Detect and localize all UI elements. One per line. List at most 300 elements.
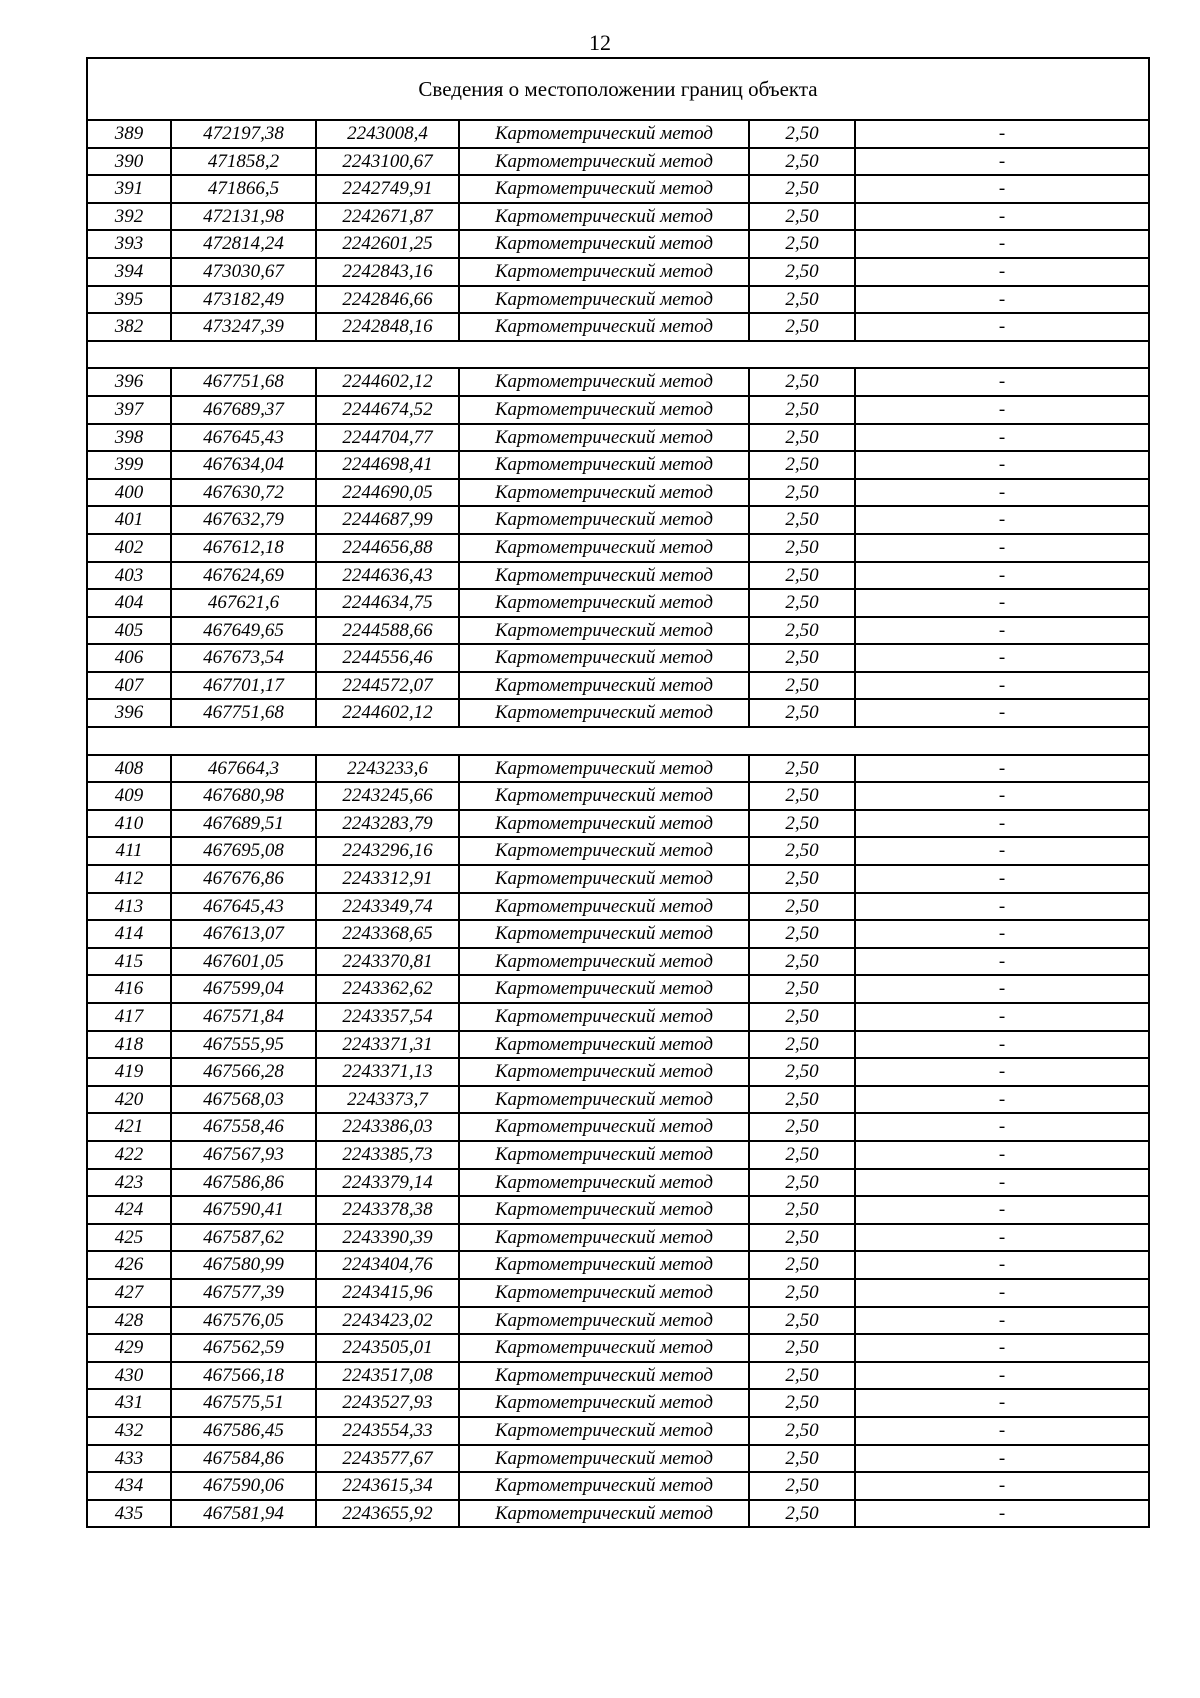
point-number-cell: 403 [87,562,171,590]
y-coordinate-cell: 2243655,92 [316,1500,459,1528]
accuracy-cell: 2,50 [749,424,855,452]
description-cell: - [855,1417,1149,1445]
point-number-cell: 433 [87,1445,171,1473]
table-body [87,58,1149,1527]
point-number-cell: 413 [87,893,171,921]
table-title: Сведения о местоположении границ объекта [87,58,1149,120]
y-coordinate-cell: 2243378,38 [316,1196,459,1224]
point-number-cell: 402 [87,534,171,562]
accuracy-cell: 2,50 [749,1251,855,1279]
table-row [87,506,1149,534]
point-number-cell: 395 [87,286,171,314]
separator-cell [87,341,1149,369]
method-cell: Картометрический метод [459,1003,749,1031]
accuracy-cell: 2,50 [749,644,855,672]
point-number-cell: 409 [87,782,171,810]
method-cell: Картометрический метод [459,175,749,203]
x-coordinate-cell: 467689,37 [171,396,316,424]
table-row [87,1445,1149,1473]
accuracy-cell: 2,50 [749,699,855,727]
y-coordinate-cell: 2243554,33 [316,1417,459,1445]
point-number-cell: 423 [87,1169,171,1197]
method-cell: Картометрический метод [459,699,749,727]
description-cell: - [855,451,1149,479]
table-row [87,534,1149,562]
point-number-cell: 416 [87,975,171,1003]
accuracy-cell: 2,50 [749,1196,855,1224]
table-row [87,230,1149,258]
method-cell: Картометрический метод [459,1307,749,1335]
method-cell: Картометрический метод [459,1279,749,1307]
method-cell: Картометрический метод [459,1417,749,1445]
point-number-cell: 396 [87,699,171,727]
x-coordinate-cell: 467632,79 [171,506,316,534]
description-cell: - [855,1472,1149,1500]
table-row [87,148,1149,176]
table-row [87,782,1149,810]
table-row [87,1417,1149,1445]
point-number-cell: 390 [87,148,171,176]
accuracy-cell: 2,50 [749,479,855,507]
x-coordinate-cell: 467751,68 [171,368,316,396]
point-number-cell: 393 [87,230,171,258]
point-number-cell: 432 [87,1417,171,1445]
table-row [87,1003,1149,1031]
description-cell: - [855,230,1149,258]
table-row [87,1224,1149,1252]
accuracy-cell: 2,50 [749,755,855,783]
description-cell: - [855,534,1149,562]
description-cell: - [855,1389,1149,1417]
y-coordinate-cell: 2243371,31 [316,1031,459,1059]
table-row [87,893,1149,921]
description-cell: - [855,920,1149,948]
point-number-cell: 420 [87,1086,171,1114]
x-coordinate-cell: 467645,43 [171,893,316,921]
x-coordinate-cell: 467590,06 [171,1472,316,1500]
description-cell: - [855,1445,1149,1473]
description-cell: - [855,258,1149,286]
x-coordinate-cell: 467621,6 [171,589,316,617]
description-cell: - [855,782,1149,810]
accuracy-cell: 2,50 [749,1500,855,1528]
description-cell: - [855,865,1149,893]
point-number-cell: 401 [87,506,171,534]
point-number-cell: 415 [87,948,171,976]
x-coordinate-cell: 467571,84 [171,1003,316,1031]
y-coordinate-cell: 2243390,39 [316,1224,459,1252]
method-cell: Картометрический метод [459,755,749,783]
x-coordinate-cell: 467576,05 [171,1307,316,1335]
description-cell: - [855,810,1149,838]
x-coordinate-cell: 467567,93 [171,1141,316,1169]
method-cell: Картометрический метод [459,865,749,893]
method-cell: Картометрический метод [459,396,749,424]
description-cell: - [855,562,1149,590]
x-coordinate-cell: 472131,98 [171,203,316,231]
y-coordinate-cell: 2243371,13 [316,1058,459,1086]
accuracy-cell: 2,50 [749,1307,855,1335]
accuracy-cell: 2,50 [749,451,855,479]
method-cell: Картометрический метод [459,424,749,452]
y-coordinate-cell: 2243379,14 [316,1169,459,1197]
accuracy-cell: 2,50 [749,286,855,314]
description-cell: - [855,617,1149,645]
table-row [87,1362,1149,1390]
table-row [87,1279,1149,1307]
description-cell: - [855,699,1149,727]
description-cell: - [855,893,1149,921]
x-coordinate-cell: 467695,08 [171,837,316,865]
y-coordinate-cell: 2244690,05 [316,479,459,507]
page-number: 12 [589,30,611,55]
method-cell: Картометрический метод [459,258,749,286]
description-cell: - [855,396,1149,424]
x-coordinate-cell: 467624,69 [171,562,316,590]
accuracy-cell: 2,50 [749,175,855,203]
method-cell: Картометрический метод [459,1389,749,1417]
point-number-cell: 408 [87,755,171,783]
point-number-cell: 424 [87,1196,171,1224]
y-coordinate-cell: 2243233,6 [316,755,459,783]
y-coordinate-cell: 2243385,73 [316,1141,459,1169]
x-coordinate-cell: 473182,49 [171,286,316,314]
x-coordinate-cell: 471858,2 [171,148,316,176]
point-number-cell: 399 [87,451,171,479]
accuracy-cell: 2,50 [749,1389,855,1417]
accuracy-cell: 2,50 [749,1472,855,1500]
point-number-cell: 417 [87,1003,171,1031]
y-coordinate-cell: 2244656,88 [316,534,459,562]
table-row [87,286,1149,314]
method-cell: Картометрический метод [459,837,749,865]
accuracy-cell: 2,50 [749,893,855,921]
method-cell: Картометрический метод [459,1334,749,1362]
y-coordinate-cell: 2243527,93 [316,1389,459,1417]
method-cell: Картометрический метод [459,893,749,921]
table-row [87,617,1149,645]
description-cell: - [855,644,1149,672]
x-coordinate-cell: 467601,05 [171,948,316,976]
description-cell: - [855,203,1149,231]
boundary-coordinates-table [86,57,1150,1528]
x-coordinate-cell: 467680,98 [171,782,316,810]
accuracy-cell: 2,50 [749,120,855,148]
method-cell: Картометрический метод [459,644,749,672]
y-coordinate-cell: 2243404,76 [316,1251,459,1279]
table-row [87,368,1149,396]
accuracy-cell: 2,50 [749,1224,855,1252]
description-cell: - [855,1003,1149,1031]
description-cell: - [855,1113,1149,1141]
description-cell: - [855,479,1149,507]
x-coordinate-cell: 467562,59 [171,1334,316,1362]
accuracy-cell: 2,50 [749,203,855,231]
table-row [87,1113,1149,1141]
x-coordinate-cell: 467575,51 [171,1389,316,1417]
table-row [87,1031,1149,1059]
description-cell: - [855,368,1149,396]
description-cell: - [855,1279,1149,1307]
point-number-cell: 407 [87,672,171,700]
table-row [87,1472,1149,1500]
accuracy-cell: 2,50 [749,368,855,396]
accuracy-cell: 2,50 [749,1362,855,1390]
description-cell: - [855,755,1149,783]
table-row [87,644,1149,672]
method-cell: Картометрический метод [459,948,749,976]
method-cell: Картометрический метод [459,534,749,562]
x-coordinate-cell: 467580,99 [171,1251,316,1279]
table-row [87,810,1149,838]
description-cell: - [855,1196,1149,1224]
x-coordinate-cell: 467751,68 [171,699,316,727]
method-cell: Картометрический метод [459,920,749,948]
method-cell: Картометрический метод [459,562,749,590]
point-number-cell: 418 [87,1031,171,1059]
y-coordinate-cell: 2244602,12 [316,699,459,727]
point-number-cell: 419 [87,1058,171,1086]
accuracy-cell: 2,50 [749,534,855,562]
point-number-cell: 397 [87,396,171,424]
description-cell: - [855,1307,1149,1335]
description-cell: - [855,948,1149,976]
point-number-cell: 394 [87,258,171,286]
method-cell: Картометрический метод [459,1141,749,1169]
point-number-cell: 405 [87,617,171,645]
point-number-cell: 411 [87,837,171,865]
point-number-cell: 422 [87,1141,171,1169]
table-row [87,424,1149,452]
x-coordinate-cell: 467689,51 [171,810,316,838]
description-cell: - [855,1169,1149,1197]
point-number-cell: 410 [87,810,171,838]
y-coordinate-cell: 2243370,81 [316,948,459,976]
y-coordinate-cell: 2244674,52 [316,396,459,424]
accuracy-cell: 2,50 [749,1169,855,1197]
table-row [87,755,1149,783]
accuracy-cell: 2,50 [749,1417,855,1445]
table-row [87,1086,1149,1114]
y-coordinate-cell: 2244588,66 [316,617,459,645]
accuracy-cell: 2,50 [749,258,855,286]
y-coordinate-cell: 2244704,77 [316,424,459,452]
x-coordinate-cell: 467673,54 [171,644,316,672]
accuracy-cell: 2,50 [749,396,855,424]
y-coordinate-cell: 2243368,65 [316,920,459,948]
description-cell: - [855,506,1149,534]
point-number-cell: 404 [87,589,171,617]
x-coordinate-cell: 467566,18 [171,1362,316,1390]
y-coordinate-cell: 2243386,03 [316,1113,459,1141]
point-number-cell: 421 [87,1113,171,1141]
x-coordinate-cell: 467630,72 [171,479,316,507]
description-cell: - [855,1141,1149,1169]
point-number-cell: 391 [87,175,171,203]
x-coordinate-cell: 467634,04 [171,451,316,479]
point-number-cell: 412 [87,865,171,893]
table-row [87,1196,1149,1224]
y-coordinate-cell: 2242843,16 [316,258,459,286]
table-row [87,699,1149,727]
method-cell: Картометрический метод [459,506,749,534]
accuracy-cell: 2,50 [749,672,855,700]
y-coordinate-cell: 2244687,99 [316,506,459,534]
x-coordinate-cell: 472814,24 [171,230,316,258]
point-number-cell: 389 [87,120,171,148]
x-coordinate-cell: 467568,03 [171,1086,316,1114]
point-number-cell: 427 [87,1279,171,1307]
table-row [87,258,1149,286]
y-coordinate-cell: 2244698,41 [316,451,459,479]
accuracy-cell: 2,50 [749,948,855,976]
point-number-cell: 414 [87,920,171,948]
table-row [87,1169,1149,1197]
point-number-cell: 426 [87,1251,171,1279]
x-coordinate-cell: 467581,94 [171,1500,316,1528]
method-cell: Картометрический метод [459,975,749,1003]
y-coordinate-cell: 2243245,66 [316,782,459,810]
y-coordinate-cell: 2243373,7 [316,1086,459,1114]
y-coordinate-cell: 2244636,43 [316,562,459,590]
accuracy-cell: 2,50 [749,1279,855,1307]
table-row [87,865,1149,893]
table-row [87,175,1149,203]
x-coordinate-cell: 472197,38 [171,120,316,148]
description-cell: - [855,837,1149,865]
method-cell: Картометрический метод [459,479,749,507]
point-number-cell: 406 [87,644,171,672]
point-number-cell: 392 [87,203,171,231]
separator-row [87,727,1149,755]
table-row [87,1251,1149,1279]
separator-row [87,341,1149,369]
accuracy-cell: 2,50 [749,589,855,617]
table-row [87,1058,1149,1086]
x-coordinate-cell: 467577,39 [171,1279,316,1307]
y-coordinate-cell: 2243615,34 [316,1472,459,1500]
method-cell: Картометрический метод [459,1058,749,1086]
method-cell: Картометрический метод [459,1169,749,1197]
table-row [87,451,1149,479]
y-coordinate-cell: 2243362,62 [316,975,459,1003]
method-cell: Картометрический метод [459,617,749,645]
point-number-cell: 431 [87,1389,171,1417]
accuracy-cell: 2,50 [749,782,855,810]
accuracy-cell: 2,50 [749,1334,855,1362]
method-cell: Картометрический метод [459,1113,749,1141]
x-coordinate-cell: 467613,07 [171,920,316,948]
accuracy-cell: 2,50 [749,1113,855,1141]
x-coordinate-cell: 467649,65 [171,617,316,645]
table-row [87,313,1149,341]
description-cell: - [855,1058,1149,1086]
accuracy-cell: 2,50 [749,506,855,534]
description-cell: - [855,313,1149,341]
accuracy-cell: 2,50 [749,837,855,865]
table-row [87,672,1149,700]
table-row [87,589,1149,617]
y-coordinate-cell: 2242671,87 [316,203,459,231]
accuracy-cell: 2,50 [749,562,855,590]
description-cell: - [855,1362,1149,1390]
method-cell: Картометрический метод [459,1251,749,1279]
point-number-cell: 435 [87,1500,171,1528]
table-row [87,479,1149,507]
x-coordinate-cell: 467586,45 [171,1417,316,1445]
description-cell: - [855,1031,1149,1059]
point-number-cell: 428 [87,1307,171,1335]
y-coordinate-cell: 2243415,96 [316,1279,459,1307]
y-coordinate-cell: 2243312,91 [316,865,459,893]
point-number-cell: 400 [87,479,171,507]
description-cell: - [855,286,1149,314]
table-row [87,1307,1149,1335]
y-coordinate-cell: 2243296,16 [316,837,459,865]
x-coordinate-cell: 467555,95 [171,1031,316,1059]
x-coordinate-cell: 467645,43 [171,424,316,452]
table-row [87,948,1149,976]
y-coordinate-cell: 2244602,12 [316,368,459,396]
x-coordinate-cell: 467612,18 [171,534,316,562]
table-row [87,396,1149,424]
x-coordinate-cell: 467566,28 [171,1058,316,1086]
description-cell: - [855,148,1149,176]
method-cell: Картометрический метод [459,1362,749,1390]
method-cell: Картометрический метод [459,1472,749,1500]
point-number-cell: 429 [87,1334,171,1362]
point-number-cell: 425 [87,1224,171,1252]
y-coordinate-cell: 2244556,46 [316,644,459,672]
accuracy-cell: 2,50 [749,148,855,176]
x-coordinate-cell: 467701,17 [171,672,316,700]
method-cell: Картометрический метод [459,782,749,810]
method-cell: Картометрический метод [459,1196,749,1224]
point-number-cell: 398 [87,424,171,452]
method-cell: Картометрический метод [459,120,749,148]
point-number-cell: 396 [87,368,171,396]
y-coordinate-cell: 2242601,25 [316,230,459,258]
x-coordinate-cell: 467599,04 [171,975,316,1003]
description-cell: - [855,1500,1149,1528]
x-coordinate-cell: 467558,46 [171,1113,316,1141]
accuracy-cell: 2,50 [749,865,855,893]
x-coordinate-cell: 467586,86 [171,1169,316,1197]
accuracy-cell: 2,50 [749,313,855,341]
table-row [87,120,1149,148]
y-coordinate-cell: 2243357,54 [316,1003,459,1031]
x-coordinate-cell: 473030,67 [171,258,316,286]
y-coordinate-cell: 2244634,75 [316,589,459,617]
y-coordinate-cell: 2243423,02 [316,1307,459,1335]
table-row [87,203,1149,231]
y-coordinate-cell: 2243349,74 [316,893,459,921]
accuracy-cell: 2,50 [749,920,855,948]
table-row [87,562,1149,590]
accuracy-cell: 2,50 [749,617,855,645]
method-cell: Картометрический метод [459,1224,749,1252]
point-number-cell: 430 [87,1362,171,1390]
x-coordinate-cell: 467590,41 [171,1196,316,1224]
accuracy-cell: 2,50 [749,975,855,1003]
y-coordinate-cell: 2243283,79 [316,810,459,838]
description-cell: - [855,1251,1149,1279]
accuracy-cell: 2,50 [749,1141,855,1169]
description-cell: - [855,1086,1149,1114]
table-row [87,837,1149,865]
table-row [87,975,1149,1003]
method-cell: Картометрический метод [459,451,749,479]
